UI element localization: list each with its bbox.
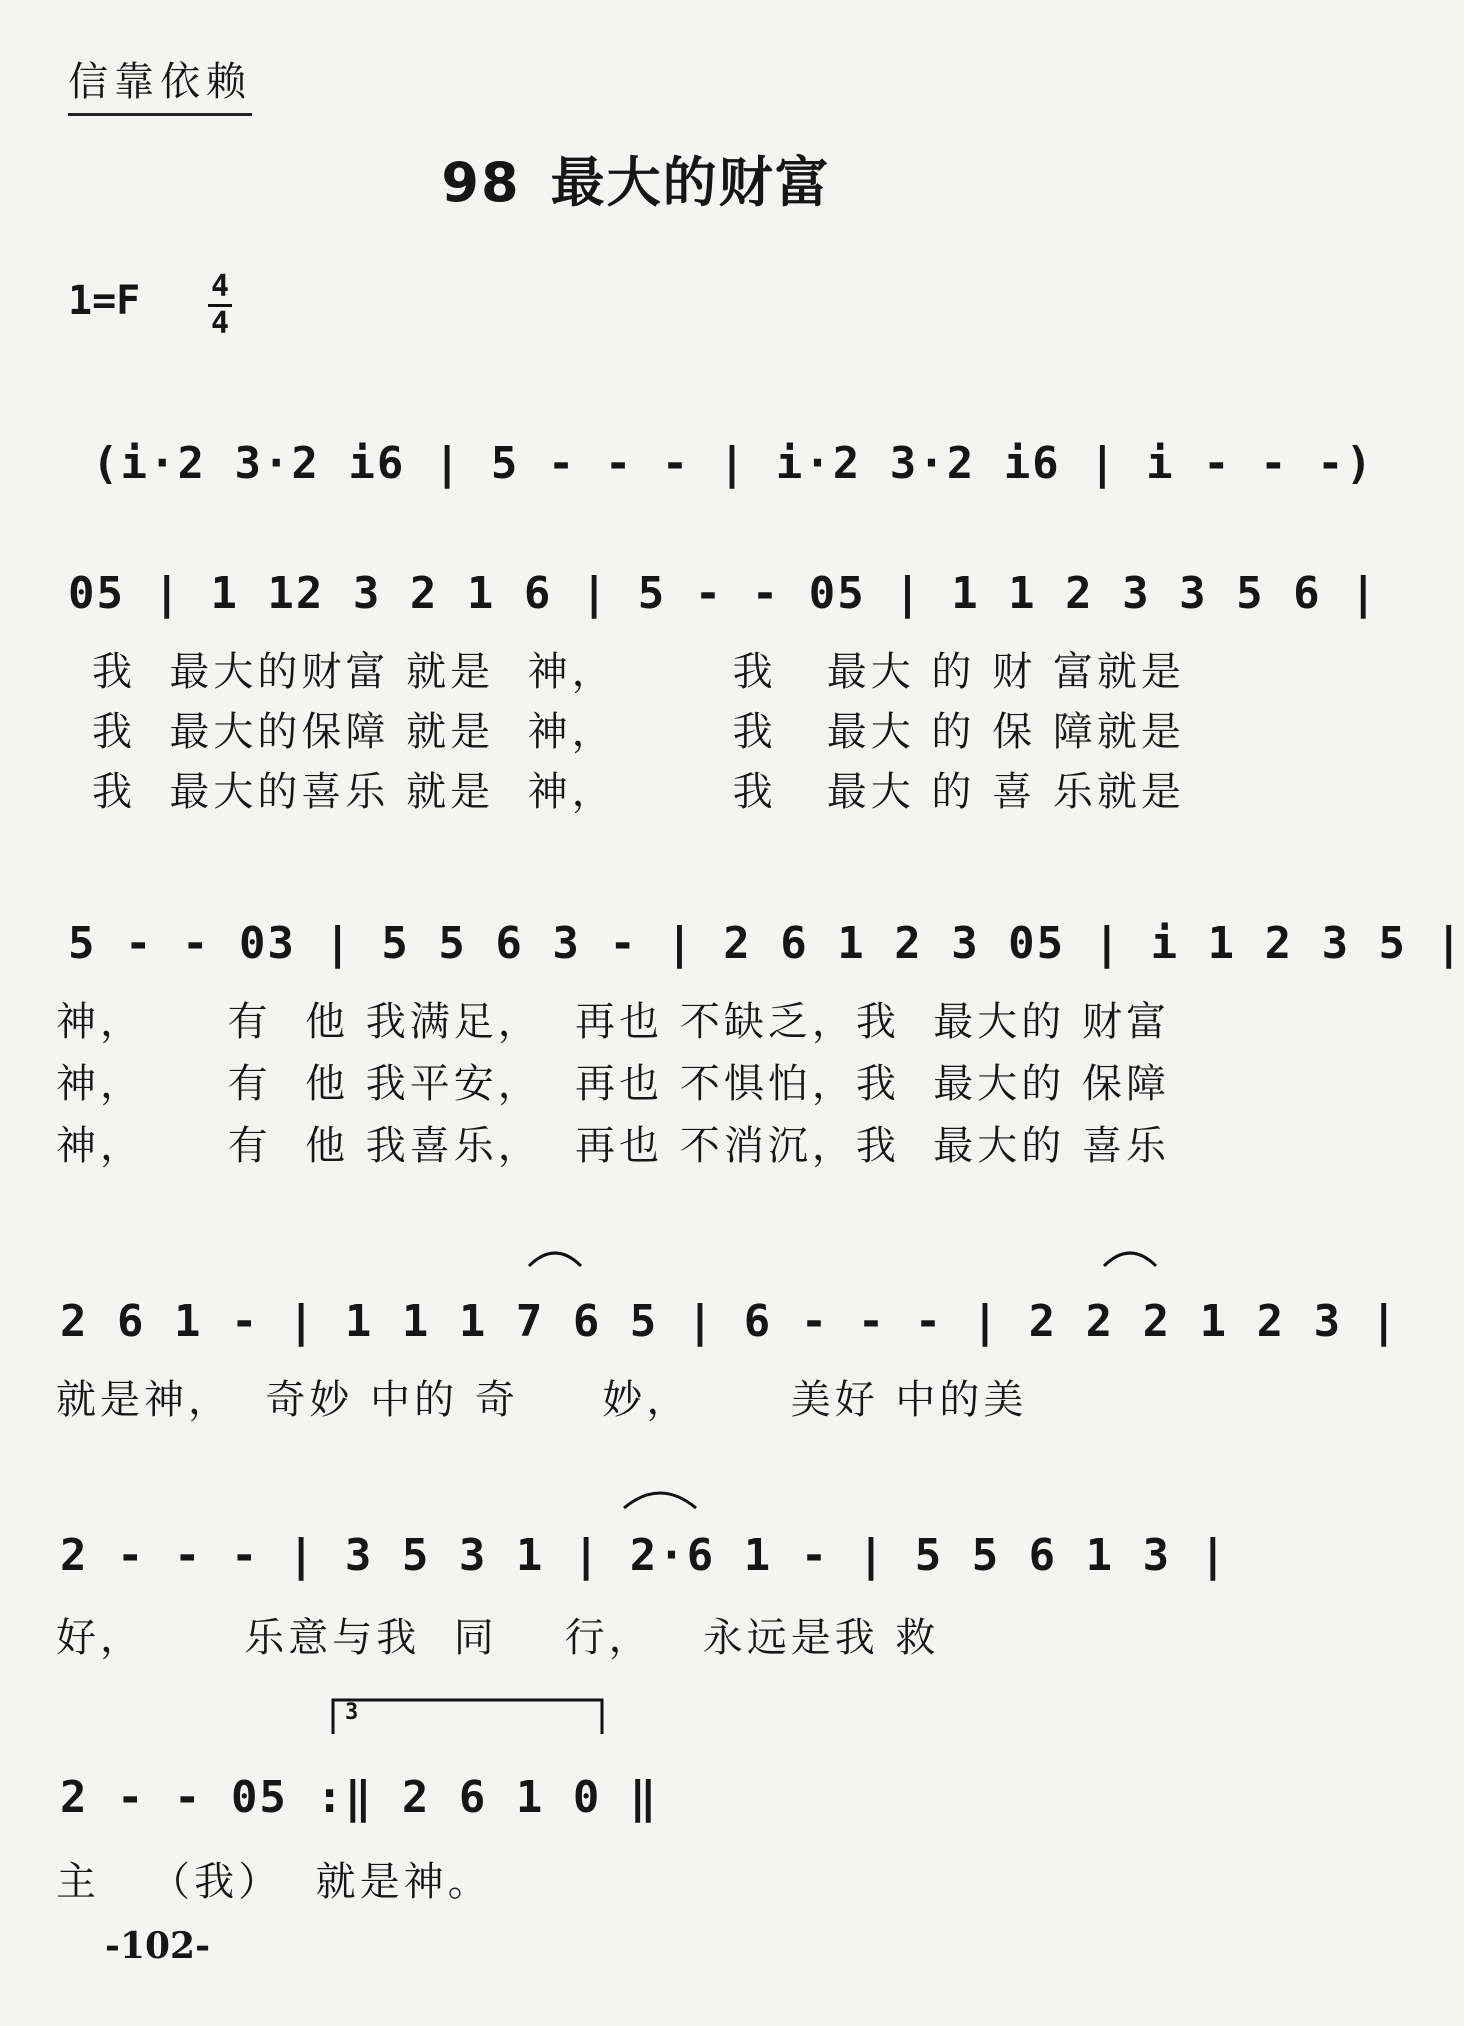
line-4-notes: 2 - - - | 3 5 3 1 | 2·6 1 - | 5 5 6 1 3 |: [60, 1530, 1229, 1581]
intro-notes: (i·2 3·2 i6 | 5 - - - | i·2 3·2 i6 | i - - -): [92, 438, 1375, 489]
line-2-lyric-2: 神， 有 他 我平安， 再也 不惧怕，我 最大的 保障: [56, 1061, 1171, 1107]
song-title: [0, 140, 1272, 217]
line-1-lyric-3: 我 最大的喜乐 就是 神， 我 最大 的 喜 乐就是: [92, 769, 1185, 815]
line-2-notes: 5 - - 03 | 5 5 6 3 - | 2 6 1 2 3 05 | i 1 2 3 5 |: [68, 918, 1464, 969]
song-number: 98: [441, 151, 521, 214]
song-name: 最大的财富: [550, 151, 831, 214]
tie-mark-2: [1100, 1240, 1160, 1270]
line-3-lyric-1: 就是神， 奇妙 中的 奇 妙， 美好 中的美: [56, 1377, 1028, 1423]
line-5-lyric-1: 主 （我） 就是神。: [56, 1859, 492, 1905]
volta-bracket: [330, 1696, 605, 1736]
line-1-lyric-1: 我 最大的财富 就是 神， 我 最大 的 财 富就是: [92, 649, 1185, 695]
line-5-notes: 2 - - 05 :‖ 2 6 1 0 ‖: [60, 1772, 659, 1823]
line-2-lyric-3: 神， 有 他 我喜乐， 再也 不消沉，我 最大的 喜乐: [56, 1123, 1171, 1169]
time-signature-bottom: 4: [210, 306, 230, 341]
time-signature-top: 4: [210, 269, 230, 304]
line-3-notes: 2 6 1 - | 1 1 1 7 6 5 | 6 - - - | 2 2 2 1 2 3 |: [60, 1296, 1400, 1347]
line-2-lyric-1: 神， 有 他 我满足， 再也 不缺乏，我 最大的 财富: [56, 999, 1171, 1045]
tie-mark-3: [620, 1478, 700, 1512]
line-1-notes: 05 | 1 12 3 2 1 6 | 5 - - 05 | 1 1 2 3 3 5 6 |: [68, 568, 1379, 619]
tie-mark-1: [525, 1240, 585, 1270]
volta-number: 3: [345, 1700, 359, 1725]
key-signature: 1=F: [68, 278, 141, 324]
page-number: -102-: [105, 1925, 211, 1967]
category-label: 信靠依赖: [68, 50, 252, 116]
time-signature: [208, 270, 232, 341]
line-1-lyric-2: 我 最大的保障 就是 神， 我 最大 的 保 障就是: [92, 709, 1185, 755]
line-4-lyric-1: 好， 乐意与我 同 行， 永远是我 救: [56, 1615, 940, 1661]
